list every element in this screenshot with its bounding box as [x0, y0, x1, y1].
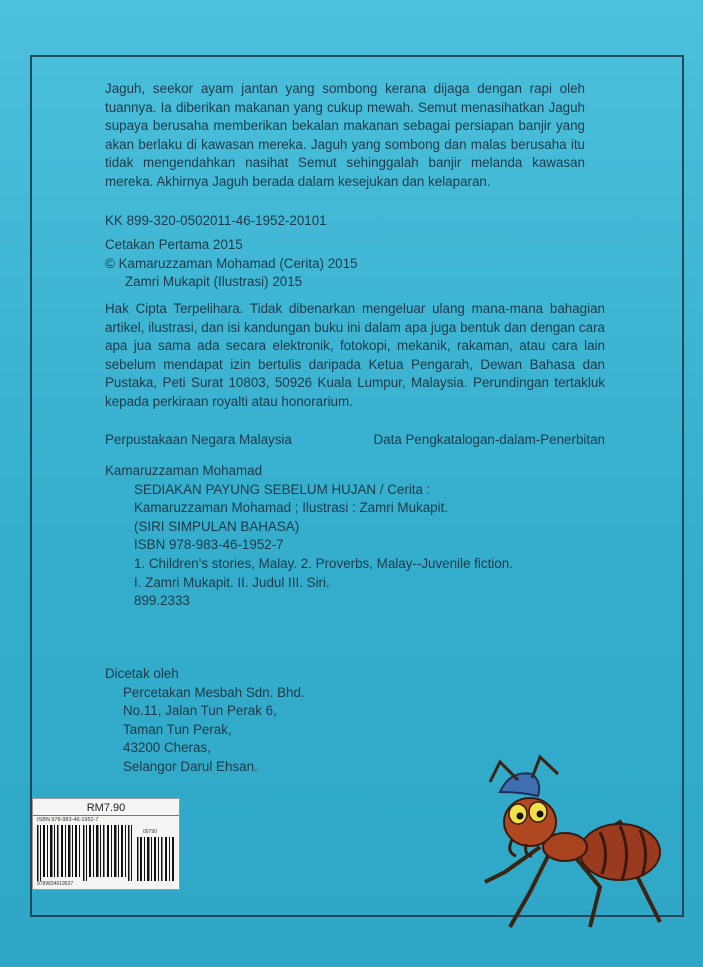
- catalog-series: (SIRI SIMPULAN BAHASA): [134, 518, 300, 534]
- printer-label: Dicetak oleh: [105, 666, 179, 681]
- printer-address-1: No.11, Jalan Tun Perak 6,: [123, 703, 277, 719]
- catalog-entries: I. Zamri Mukapit. II. Judul III. Siri.: [134, 574, 330, 590]
- barcode-bars: [37, 825, 133, 881]
- copyright-illustration-line: Zamri Mukapit (Ilustrasi) 2015: [125, 274, 303, 290]
- barcode-addon-bars: [137, 837, 175, 881]
- catalog-credits: Kamaruzzaman Mohamad ; Ilustrasi : Zamri Mukapit.: [134, 500, 449, 516]
- catalog-title: SEDIAKAN PAYUNG SEBELUM HUJAN / Cerita :: [134, 481, 431, 497]
- printer-address-3: 43200 Cheras,: [123, 740, 211, 756]
- catalog-author: Kamaruzzaman Mohamad: [105, 463, 263, 478]
- barcode-number: 9789834619527: [37, 881, 74, 887]
- barcode-sticker: [32, 798, 180, 890]
- ant-illustration: [470, 752, 670, 932]
- copyright-story-line: © Kamaruzzaman Mohamad (Cerita) 2015: [105, 255, 358, 271]
- national-library-label: Perpustakaan Negara Malaysia: [105, 432, 292, 447]
- rights-paragraph: Hak Cipta Terpelihara. Tidak dibenarkan mengeluar ulang mana-mana bahagian artikel, ilustrasi, dan isi kandungan buku ini dalam apa juga bentuk dan dengan cara apa jua sama ada secara elektronik, fotokopi, mekanik, rakaman, atau cara lain sebelum mendapat izin bertulis daripada Ketua Pengarah, Dewan Bahasa dan Pustaka, Peti Surat 10803, 50926 Kuala Lumpur, Malaysia. Perundingan tertakluk kepada perkiraan royalti atau honorarium.: [105, 301, 605, 409]
- barcode-addon-number: 00790: [143, 829, 157, 835]
- printer-address-4: Selangor Darul Ehsan.: [123, 758, 258, 774]
- catalog-isbn: ISBN 978-983-46-1952-7: [134, 537, 284, 553]
- synopsis-paragraph: Jaguh, seekor ayam jantan yang sombong kerana dijaga dengan rapi oleh tuannya. Ia diberikan makanan yang cukup mewah. Semut menasihatkan Jaguh supaya berusaha memberikan bekalan makanan sebagai persiapan banjir yang akan berlaku di kawasan mereka. Jaguh yang sombong dan malas berusaha itu tidak mengendahkan nasihat Semut sehinggalah banjir melanda kawasan mereka. Akhirnya Jaguh berada dalam kesejukan dan kelaparan.: [105, 81, 585, 189]
- kk-number: KK 899-320-0502011-46-1952-20101: [105, 213, 327, 228]
- cataloguing-data-label: Data Pengkatalogan-dalam-Penerbitan: [373, 432, 605, 447]
- catalog-subjects: 1. Children's stories, Malay. 2. Proverbs, Malay--Juvenile fiction.: [134, 555, 513, 571]
- printer-address-2: Taman Tun Perak,: [123, 721, 232, 737]
- printer-block: [105, 665, 305, 777]
- barcode-isbn-text: ISBN 978-983-46-1952-7: [37, 817, 99, 823]
- first-print-line: Cetakan Pertama 2015: [105, 237, 243, 252]
- edition-block: [105, 236, 358, 292]
- catalog-header: [105, 431, 605, 450]
- price-label: RM7.90: [33, 801, 179, 816]
- printer-company: Percetakan Mesbah Sdn. Bhd.: [123, 684, 305, 700]
- catalog-record: [105, 462, 513, 611]
- catalog-classification: 899.2333: [134, 593, 190, 609]
